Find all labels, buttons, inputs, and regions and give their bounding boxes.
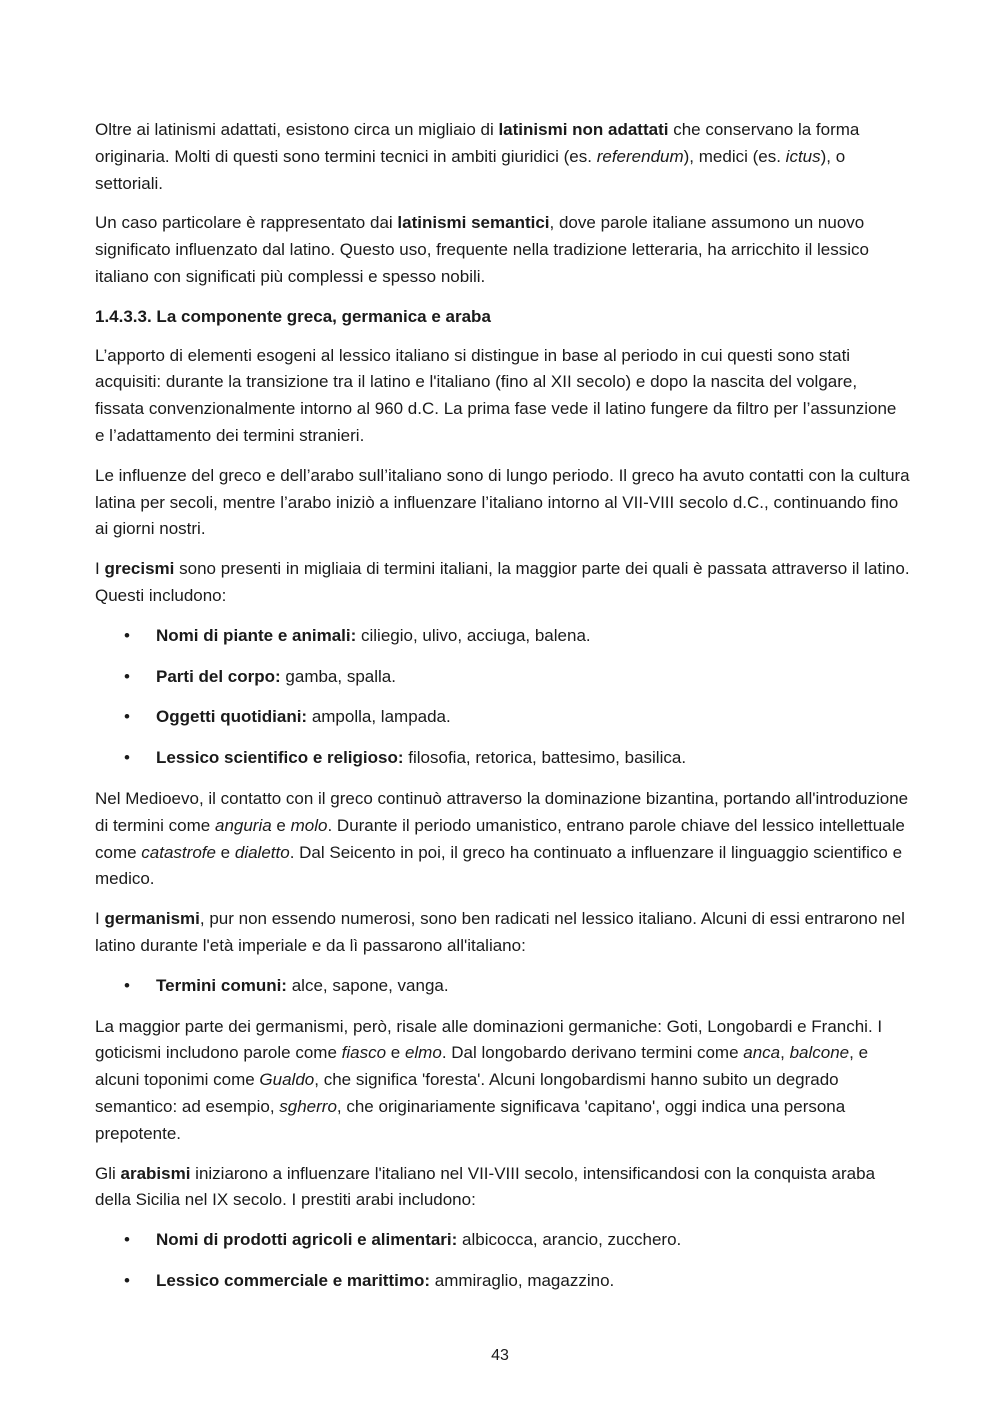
text-span: ), o settoriali. (95, 146, 846, 193)
page-number: 43 (491, 1347, 509, 1364)
text-span: . Dal Seicento in poi, il greco ha continuato a influenzare il linguaggio scientifico e medico. (95, 842, 903, 889)
list-item (95, 745, 910, 772)
bold-term: arabismi (120, 1163, 191, 1183)
paragraph-influenze-greco-arabo: Le influenze del greco e dell’arabo sull’italiano sono di lungo periodo. Il greco ha avuto contatti con la cultura latina per secoli, mentre l’arabo iniziò a influenzare l’italiano intorno al VII-VIII secolo d.C., continuando fino ai giorni nostri. (95, 465, 910, 539)
text-span: , che significa 'foresta'. Alcuni longobardismi hanno subito un degrado semantico: ad esempio, (95, 1070, 839, 1116)
list-item (95, 1268, 910, 1295)
bold-term: latinismi non adattati (498, 120, 669, 139)
list-grecismi (95, 623, 910, 772)
italic-term: sgherro (279, 1096, 337, 1116)
list-item (95, 973, 910, 1000)
text-span: Nel Medioevo, il contatto con il greco continuò attraverso la dominazione bizantina, portando all'introduzione di termini come (95, 788, 909, 835)
italic-term: referendum (596, 146, 684, 166)
text-span: Oltre ai latinismi adattati, esistono circa un migliaio di (95, 120, 499, 139)
italic-term: elmo (404, 1043, 442, 1063)
text-span: Gli (95, 1163, 121, 1183)
text-span: sono presenti in migliaia di termini italiani, la maggior parte dei quali è passata attraverso il latino. Questi includono: (95, 559, 910, 605)
list-item-text: gamba, spalla. (280, 666, 396, 686)
text-span: iniziarono a influenzare l'italiano nel VII-VIII secolo, intensificandosi con la conquista araba della Sicilia nel IX secolo. I prestiti arabi includono: (95, 1163, 876, 1210)
list-item (95, 623, 910, 650)
list-item (95, 664, 910, 691)
paragraph-grecismi (95, 556, 910, 610)
italic-term: anguria (214, 815, 272, 835)
paragraph-latinismi-non-adattati (95, 117, 910, 197)
list-item-text: filosofia, retorica, battesimo, basilica. (403, 748, 687, 768)
italic-term: fiasco (341, 1043, 387, 1063)
text-span: e (271, 815, 291, 835)
list-item (95, 1227, 910, 1254)
bold-term: latinismi semantici (397, 213, 550, 233)
text-span: e (386, 1043, 405, 1063)
list-item-text: ammiraglio, magazzino. (430, 1270, 615, 1290)
list-germanismi (95, 973, 910, 1000)
section-heading: 1.4.3.3. La componente greca, germanica e araba (95, 306, 491, 326)
list-item-label: Nomi di prodotti agricoli e alimentari: (156, 1230, 458, 1250)
italic-term: balcone (789, 1043, 850, 1063)
text-span: e (215, 842, 235, 862)
list-item-label: Nomi di piante e animali: (156, 625, 357, 645)
text-span: , dove parole italiane assumono un nuovo significato influenzato dal latino. Questo uso, frequente nella tradizione letteraria, ha arricchito il lessico italiano con significati più complessi e spesso nobili. (95, 213, 869, 286)
bold-term: germanismi (104, 909, 200, 929)
list-item-text: ampolla, lampada. (307, 707, 451, 727)
list-item-label: Parti del corpo: (156, 666, 281, 686)
paragraph-medioevo (95, 786, 910, 893)
paragraph-arabismi (95, 1161, 910, 1215)
text-span: Un caso particolare è rappresentato dai (95, 213, 398, 233)
text-span: . Durante il periodo umanistico, entrano parole chiave del lessico intellettuale come (95, 815, 905, 862)
text-span: , che originariamente significava 'capitano', oggi indica una persona prepotente. (95, 1096, 846, 1143)
text-span: ), medici (es. (683, 146, 786, 166)
text-span: I (95, 559, 105, 579)
bold-term: grecismi (104, 559, 175, 579)
text-span: I (95, 909, 105, 929)
text-span: che conservano la forma originaria. Molti di questi sono termini tecnici in ambiti giuridici (es. (95, 120, 860, 166)
list-item-label: Lessico commerciale e marittimo: (156, 1270, 431, 1290)
paragraph-latinismi-semantici (95, 210, 910, 290)
list-item-text: alce, sapone, vanga. (286, 975, 449, 995)
italic-term: Gualdo (259, 1070, 315, 1090)
list-arabismi (95, 1227, 910, 1295)
list-item-text: albicocca, arancio, zucchero. (457, 1230, 682, 1250)
list-item-label: Lessico scientifico e religioso: (156, 748, 404, 768)
italic-term: catastrofe (141, 842, 216, 862)
text-span: , pur non essendo numerosi, sono ben radicati nel lessico italiano. Alcuni di essi entrarono nel latino durante l'età imperiale e da lì passarono all'italiano: (95, 909, 905, 955)
text-span: , (780, 1043, 790, 1063)
text-span: , e alcuni toponimi come (95, 1043, 869, 1090)
paragraph-dominazioni-germaniche (95, 1014, 910, 1148)
italic-term: ictus (785, 146, 821, 166)
paragraph-germanismi (95, 906, 910, 960)
italic-term: dialetto (234, 842, 290, 862)
text-span: La maggior parte dei germanismi, però, risale alle dominazioni germaniche: Goti, Longobardi e Franchi. I goticismi includono parole come (95, 1016, 883, 1063)
list-item (95, 704, 910, 731)
document-page (95, 117, 910, 1309)
italic-term: molo (290, 815, 328, 835)
list-item-text: ciliegio, ulivo, acciuga, balena. (356, 625, 591, 645)
paragraph-apporto-elementi: L’apporto di elementi esogeni al lessico italiano si distingue in base al periodo in cui questi sono stati acquisiti: durante la transizione tra il latino e l'italiano (fino al XII secolo) e dopo la nascita del volgare, fissata convenzionalmente intorno al 960 d.C. La prima fase vede il latino fungere da filtro per l’assunzione e l’adattamento dei termini stranieri. (95, 345, 897, 445)
list-item-label: Termini comuni: (156, 975, 287, 995)
text-span: . Dal longobardo derivano termini come (441, 1043, 744, 1063)
list-item-label: Oggetti quotidiani: (156, 707, 308, 727)
italic-term: anca (743, 1043, 781, 1063)
